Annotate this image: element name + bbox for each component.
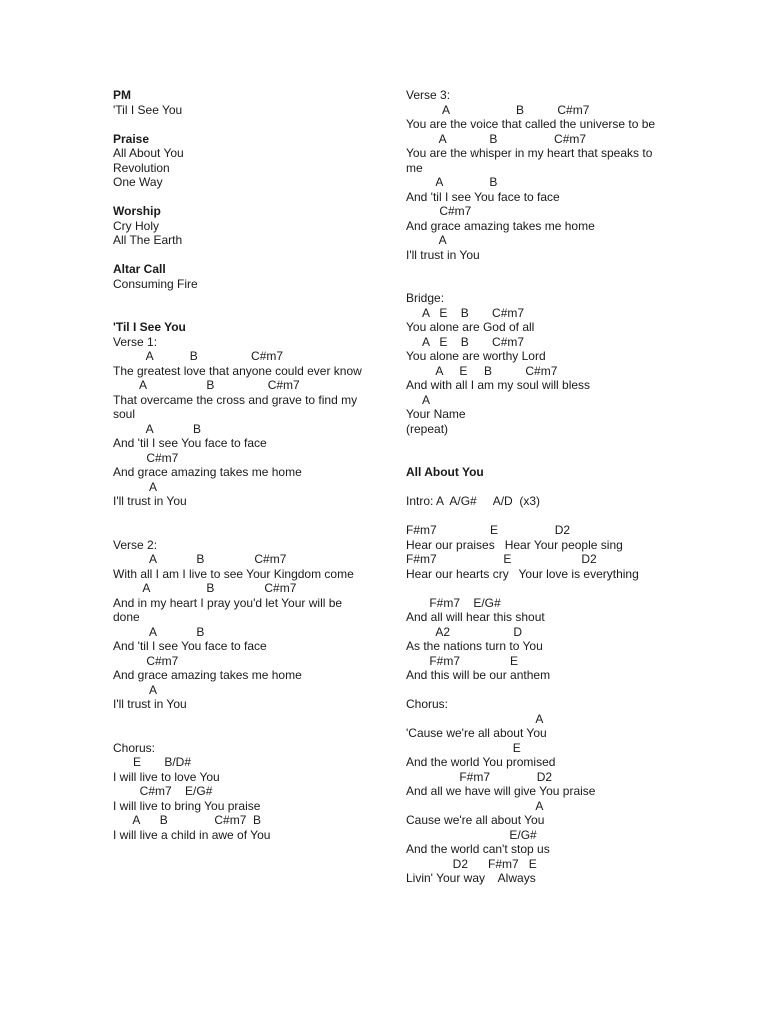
- lyric-line: I'll trust in You: [113, 697, 187, 711]
- pm-song: 'Til I See You: [113, 102, 183, 117]
- lyric-line: I'll trust in You: [113, 494, 187, 508]
- lyric-line: Hear our praises Hear Your people sing: [406, 537, 623, 552]
- chord-line: A E B C#m7: [406, 363, 558, 378]
- section-label: Bridge:: [406, 291, 445, 305]
- lyric-line: Your Name: [406, 407, 466, 421]
- lyric-line: I will live a child in awe of You: [113, 827, 271, 842]
- chord-line: A B C#m7: [113, 581, 297, 595]
- chord-line: A B: [113, 624, 205, 639]
- chord-line: A B C#m7: [113, 378, 300, 392]
- section-label: Verse 3:: [406, 88, 451, 102]
- chord-line: E B/D#: [113, 755, 192, 769]
- lyric-line: And grace amazing takes me home: [113, 465, 302, 479]
- lyric-line: Cause we're all about You: [406, 813, 545, 827]
- verse-1: [113, 349, 363, 509]
- intro-line: Intro: A A/G# A/D (x3): [406, 494, 541, 508]
- chord-line: C#m7 E/G#: [113, 784, 213, 798]
- praise-song: One Way: [113, 175, 163, 189]
- praise-song: All About You: [113, 146, 184, 160]
- section-label: Verse 1:: [113, 334, 158, 349]
- repeat-note: (repeat): [406, 421, 449, 436]
- lyric-line: And the world can't stop us: [406, 842, 550, 856]
- chord-line: E/G#: [406, 827, 537, 842]
- praise-song: Revolution: [113, 160, 170, 175]
- section-label: Chorus:: [406, 697, 449, 711]
- lyric-line: And the world You promised: [406, 755, 556, 769]
- lyric-line: And all we have will give You praise: [406, 784, 596, 798]
- lyric-line: Livin' Your way Always: [406, 871, 536, 885]
- praise-heading: Praise: [113, 131, 150, 146]
- lyric-line: And 'til I see You face to face: [113, 436, 267, 450]
- chord-line: A E B C#m7: [406, 305, 525, 320]
- lyric-line: That overcame the cross and grave to find my soul: [113, 392, 361, 421]
- chord-line: F#m7 E: [406, 653, 519, 668]
- lyric-line: And 'til I see You face to face: [113, 639, 267, 653]
- lyric-line: As the nations turn to You: [406, 639, 543, 653]
- chord-line: A B C#m7: [113, 552, 287, 566]
- right-column: [406, 88, 656, 886]
- chord-line: A B: [406, 175, 498, 189]
- lyric-line: And grace amazing takes me home: [113, 668, 302, 682]
- chord-line: A B C#m7: [406, 131, 587, 146]
- chord-line: C#m7: [113, 450, 179, 465]
- lyric-line: And 'til I see You face to face: [406, 189, 560, 204]
- chord-line: A: [406, 392, 431, 407]
- lyric-line: And with all I am my soul will bless: [406, 378, 591, 392]
- chord-line: F#m7 E D2: [406, 552, 597, 566]
- lyric-line: And grace amazing takes me home: [406, 218, 595, 233]
- song-title: All About You: [406, 465, 484, 479]
- section-label: Chorus:: [113, 740, 156, 755]
- lyric-line: And all will hear this shout: [406, 610, 545, 624]
- lyric-line: You alone are worthy Lord: [406, 349, 546, 363]
- pre-chorus: [406, 596, 656, 683]
- lyric-line: And this will be our anthem: [406, 668, 551, 682]
- worship-heading: Worship: [113, 204, 161, 218]
- chord-line: E: [406, 740, 521, 755]
- chord-line: F#m7 E/G#: [406, 595, 501, 610]
- chord-line: A: [113, 479, 158, 494]
- lyric-line: You are the whisper in my heart that speaks to me: [406, 146, 656, 175]
- left-column: [113, 88, 363, 842]
- chord-line: A: [113, 682, 158, 697]
- verse-2: [113, 552, 363, 712]
- verse-3: [406, 103, 656, 263]
- pm-heading: PM: [113, 88, 131, 102]
- chord-line: C#m7: [113, 653, 179, 668]
- lyric-line: I will live to bring You praise: [113, 798, 261, 813]
- verse: [406, 523, 656, 581]
- lyric-line: The greatest love that anyone could ever know: [113, 363, 362, 378]
- chord-line: A: [406, 711, 544, 726]
- chord-line: F#m7 D2: [406, 769, 553, 784]
- lyric-line: Hear our hearts cry Your love is everything: [406, 566, 639, 581]
- chord-line: A E B C#m7: [406, 334, 525, 349]
- lyric-line: With all I am I live to see Your Kingdom come: [113, 566, 354, 581]
- lyric-line: I will live to love You: [113, 769, 220, 784]
- lyric-line: I'll trust in You: [406, 247, 480, 262]
- chord-line: C#m7: [406, 204, 472, 218]
- chord-line: A B C#m7: [113, 349, 284, 363]
- chord-line: F#m7 E D2: [406, 523, 571, 537]
- chord-line: D2 F#m7 E: [406, 856, 537, 871]
- chorus: [113, 755, 363, 842]
- chord-line: A: [406, 798, 544, 813]
- worship-song: All The Earth: [113, 233, 183, 247]
- song-title: 'Til I See You: [113, 320, 186, 334]
- altar-call-song: Consuming Fire: [113, 276, 198, 291]
- chord-line: A B: [113, 421, 202, 436]
- chord-line: A B C#m7: [406, 102, 590, 117]
- lyric-line: 'Cause we're all about You: [406, 726, 547, 740]
- worship-song: Cry Holy: [113, 218, 160, 233]
- section-label: Verse 2:: [113, 537, 158, 552]
- lyric-line: You are the voice that called the universe to be: [406, 117, 656, 131]
- bridge: [406, 306, 656, 437]
- lyric-line: You alone are God of all: [406, 320, 535, 334]
- chord-line: A: [406, 233, 447, 247]
- chord-line: A2 D: [406, 624, 523, 639]
- lyric-line: And in my heart I pray you'd let Your will be done: [113, 595, 346, 624]
- altar-call-heading: Altar Call: [113, 262, 166, 276]
- chorus: [406, 712, 656, 886]
- chord-line: A B C#m7 B: [113, 813, 262, 827]
